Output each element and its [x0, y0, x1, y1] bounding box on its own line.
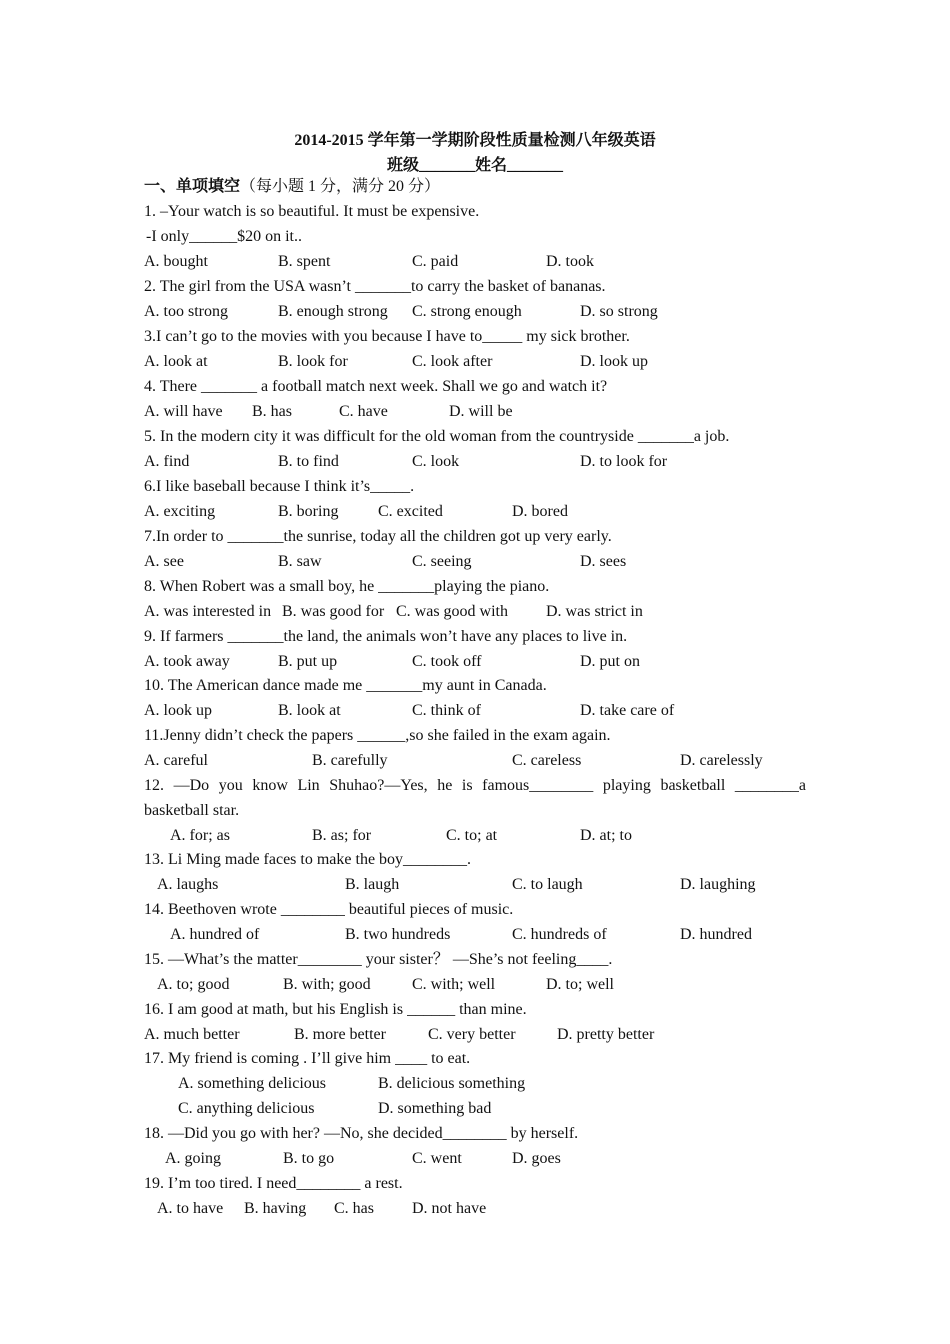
q7-option-d: D. sees — [580, 553, 627, 570]
question-17-stem: 17. My friend is coming . I’ll give him ____ to eat. — [144, 1050, 471, 1067]
q14-option-a: A. hundred of — [170, 926, 260, 943]
q5-option-a: A. find — [144, 453, 190, 470]
q19-option-c: C. has — [334, 1200, 374, 1217]
question-11-stem: 11.Jenny didn’t check the papers ______,so she failed in the exam again. — [144, 727, 611, 744]
question-1-reply: -I only______$20 on it.. — [146, 228, 302, 245]
q11-option-b: B. carefully — [312, 752, 388, 769]
q12-option-a: A. for; as — [170, 827, 230, 844]
question-7-stem: 7.In order to _______the sunrise, today all the children got up very early. — [144, 528, 612, 545]
section-heading — [144, 177, 440, 197]
q4-option-a: A. will have — [144, 403, 223, 420]
q11-option-c: C. careless — [512, 752, 582, 769]
question-18-stem: 18. —Did you go with her? —No, she decided________ by herself. — [144, 1125, 579, 1142]
section-note: （每小题 1 分，满分 20 分） — [240, 178, 441, 195]
question-12-stem: 12. —Do you know Lin Shuhao?—Yes, he is famous________ playing basketball ________a — [144, 777, 806, 794]
question-10-stem: 10. The American dance made me _______my aunt in Canada. — [144, 677, 547, 694]
q13-option-a: A. laughs — [157, 876, 219, 893]
q9-option-c: C. took off — [412, 653, 482, 670]
question-15-stem: 15. —What’s the matter________ your sister？ —She’s not feeling____. — [144, 951, 613, 968]
q8-option-d: D. was strict in — [546, 603, 643, 620]
question-13-stem: 13. Li Ming made faces to make the boy________. — [144, 851, 472, 868]
q10-option-a: A. look up — [144, 702, 212, 719]
q6-option-c: C. excited — [378, 503, 443, 520]
q8-option-c: C. was good with — [396, 603, 508, 620]
section-title: 一、单项填空 — [144, 178, 241, 195]
q16-option-b: B. more better — [294, 1026, 386, 1043]
question-12-stem-cont: basketball star. — [144, 802, 240, 819]
q19-option-a: A. to have — [157, 1200, 224, 1217]
question-9-stem: 9. If farmers _______the land, the animals won’t have any places to live in. — [144, 628, 628, 645]
q1-option-a: A. bought — [144, 253, 208, 270]
q11-option-a: A. careful — [144, 752, 208, 769]
q2-option-d: D. so strong — [580, 303, 658, 320]
q14-option-b: B. two hundreds — [345, 926, 451, 943]
question-19-stem: 19. I’m too tired. I need________ a rest. — [144, 1175, 403, 1192]
q5-option-d: D. to look for — [580, 453, 668, 470]
question-8-stem: 8. When Robert was a small boy, he _______playing the piano. — [144, 578, 550, 595]
q8-option-a: A. was interested in — [144, 603, 272, 620]
q17-option-a: A. something delicious — [178, 1075, 326, 1092]
q18-option-b: B. to go — [283, 1150, 335, 1167]
question-1-stem: 1. –Your watch is so beautiful. It must be expensive. — [144, 203, 480, 220]
q6-option-a: A. exciting — [144, 503, 216, 520]
q9-option-a: A. took away — [144, 653, 230, 670]
q15-option-d: D. to; well — [546, 976, 614, 993]
q15-option-b: B. with; good — [283, 976, 371, 993]
q13-option-d: D. laughing — [680, 876, 756, 893]
q4-option-c: C. have — [339, 403, 388, 420]
question-6-stem: 6.I like baseball because I think it’s_____. — [144, 478, 415, 495]
q18-option-c: C. went — [412, 1150, 462, 1167]
q7-option-c: C. seeing — [412, 553, 472, 570]
q17-option-d: D. something bad — [378, 1100, 492, 1117]
q6-option-d: D. bored — [512, 503, 568, 520]
q16-option-d: D. pretty better — [557, 1026, 655, 1043]
q16-option-c: C. very better — [428, 1026, 516, 1043]
q3-option-d: D. look up — [580, 353, 648, 370]
q15-option-c: C. with; well — [412, 976, 496, 993]
q18-option-d: D. goes — [512, 1150, 561, 1167]
q18-option-a: A. going — [165, 1150, 221, 1167]
q9-option-d: D. put on — [580, 653, 640, 670]
page-title: 2014-2015 学年第一学期阶段性质量检测八年级英语 — [294, 132, 656, 149]
question-5-stem: 5. In the modern city it was difficult for the old woman from the countryside _______a job. — [144, 428, 730, 445]
q5-option-c: C. look — [412, 453, 460, 470]
question-14-stem: 14. Beethoven wrote ________ beautiful pieces of music. — [144, 901, 514, 918]
question-4-stem: 4. There _______ a football match next week. Shall we go and watch it? — [144, 378, 608, 395]
q16-option-a: A. much better — [144, 1026, 240, 1043]
q10-option-c: C. think of — [412, 702, 481, 719]
q12-option-d: D. at; to — [580, 827, 632, 844]
q2-option-b: B. enough strong — [278, 303, 388, 320]
q5-option-b: B. to find — [278, 453, 339, 470]
q14-option-d: D. hundred — [680, 926, 752, 943]
q1-option-d: D. took — [546, 253, 594, 270]
q17-option-b: B. delicious something — [378, 1075, 526, 1092]
question-3-stem: 3.I can’t go to the movies with you because I have to_____ my sick brother. — [144, 328, 630, 345]
question-2-stem: 2. The girl from the USA wasn’t _______to carry the basket of bananas. — [144, 278, 606, 295]
q10-option-d: D. take care of — [580, 702, 675, 719]
q7-option-a: A. see — [144, 553, 184, 570]
q3-option-c: C. look after — [412, 353, 493, 370]
q12-option-c: C. to; at — [446, 827, 498, 844]
q9-option-b: B. put up — [278, 653, 338, 670]
q19-option-d: D. not have — [412, 1200, 487, 1217]
q2-option-a: A. too strong — [144, 303, 228, 320]
q8-option-b: B. was good for — [282, 603, 385, 620]
q14-option-c: C. hundreds of — [512, 926, 607, 943]
q3-option-b: B. look for — [278, 353, 348, 370]
q6-option-b: B. boring — [278, 503, 339, 520]
q13-option-c: C. to laugh — [512, 876, 583, 893]
question-16-stem: 16. I am good at math, but his English is ______ than mine. — [144, 1001, 527, 1018]
q17-option-c: C. anything delicious — [178, 1100, 315, 1117]
q10-option-b: B. look at — [278, 702, 341, 719]
q11-option-d: D. carelessly — [680, 752, 763, 769]
q12-option-b: B. as; for — [312, 827, 372, 844]
q7-option-b: B. saw — [278, 553, 322, 570]
q3-option-a: A. look at — [144, 353, 208, 370]
q15-option-a: A. to; good — [157, 976, 230, 993]
q4-option-d: D. will be — [449, 403, 513, 420]
q2-option-c: C. strong enough — [412, 303, 522, 320]
q1-option-b: B. spent — [278, 253, 331, 270]
q19-option-b: B. having — [244, 1200, 307, 1217]
class-name-line: 班级_______姓名_______ — [386, 157, 563, 174]
q13-option-b: B. laugh — [345, 876, 400, 893]
q4-option-b: B. has — [252, 403, 292, 420]
q1-option-c: C. paid — [412, 253, 459, 270]
